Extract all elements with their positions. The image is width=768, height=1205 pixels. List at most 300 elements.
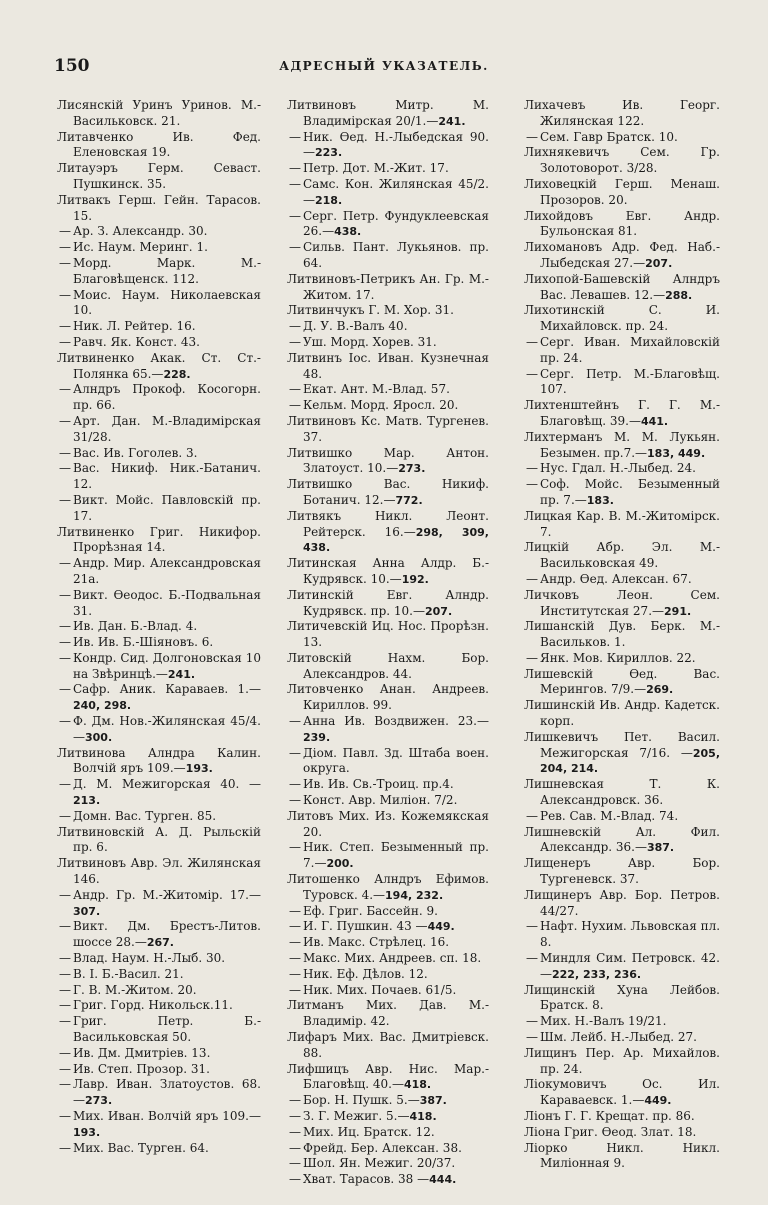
entry-text: Литманъ Мих. Дав. М.-Владимір. 42.: [287, 998, 489, 1029]
ditto-dash: —: [289, 840, 301, 855]
entry-text: Литинскій Евг. Алндр. Кудрявск. пр. 10.—: [287, 587, 489, 618]
directory-subentry: [287, 130, 489, 162]
directory-subentry: [57, 588, 261, 620]
ditto-dash: —: [526, 1014, 538, 1029]
directory-entry: [524, 619, 720, 651]
ditto-dash: —: [289, 1093, 301, 1108]
ditto-dash: —: [289, 319, 301, 334]
entry-reference-numbers: 387.: [419, 1094, 447, 1108]
entry-reference-numbers: 449.: [644, 1094, 672, 1108]
entry-text: Лихомановъ Адр. Фед. Наб.-Лыбедская 27.—: [524, 240, 720, 270]
ditto-dash: —: [289, 714, 301, 729]
directory-subentry: [287, 1093, 489, 1109]
entry-text: Литауэръ Герм. Севаст. Пушкинск. 35.: [57, 161, 261, 191]
directory-subentry: [57, 967, 261, 983]
entry-text: Андр. Мир. Александровская 21а.: [73, 556, 261, 586]
directory-subentry: [57, 809, 261, 825]
entry-text: Уш. Морд. Хорев. 31.: [303, 334, 437, 349]
directory-subentry: [287, 335, 489, 351]
directory-subentry: [57, 777, 261, 809]
directory-entry: [287, 1062, 489, 1094]
entry-reference-numbers: 387.: [646, 841, 675, 855]
directory-subentry: [524, 367, 720, 399]
entry-text: Литошенко Алндръ Ефимов. Туровск. 4.—: [287, 872, 489, 902]
directory-entry: [287, 509, 489, 556]
directory-subentry: [57, 446, 261, 462]
entry-text: Литвиновъ Кс. Матв. Тургенев. 37.: [287, 413, 489, 444]
directory-entry: [524, 983, 720, 1015]
ditto-dash: —: [526, 919, 538, 934]
directory-subentry: [57, 335, 261, 351]
ditto-dash: —: [289, 966, 301, 981]
entry-text: Д. М. Межигорская 40. —: [73, 777, 261, 792]
directory-entry: [57, 746, 261, 778]
entry-reference-numbers: 288.: [665, 288, 693, 302]
entry-text: Сем. Гавр Братск. 10.: [540, 129, 678, 144]
entry-reference-numbers: 207.: [645, 256, 673, 270]
entry-text: Литвинъ Іос. Иван. Кузнечная 48.: [287, 350, 489, 381]
directory-subentry: [287, 904, 489, 920]
directory-entry: [57, 525, 261, 557]
entry-reference-numbers: 240, 298.: [73, 699, 132, 713]
ditto-dash: —: [59, 240, 71, 255]
entry-text: Лихотинскій С. И. Михайловск. пр. 24.: [524, 303, 720, 334]
entry-text: Ник. Өед. Н.-Лыбедская 90.—: [303, 129, 489, 160]
directory-entry: [287, 998, 489, 1030]
ditto-dash: —: [59, 382, 71, 397]
entry-reference-numbers: 444.: [429, 1173, 457, 1187]
entry-reference-numbers: 239.: [303, 730, 331, 744]
ditto-dash: —: [59, 224, 71, 239]
page-number: 150: [54, 56, 90, 76]
directory-entry: [287, 588, 489, 620]
directory-entry: [524, 777, 720, 809]
directory-entry: [524, 98, 720, 130]
entry-reference-numbers: 193.: [73, 1125, 101, 1139]
entry-text: Ник. Мих. Почаев. 61/5.: [303, 982, 457, 997]
directory-subentry: [287, 382, 489, 398]
ditto-dash: —: [59, 334, 71, 349]
ditto-dash: —: [526, 334, 538, 349]
entry-text: Ив. Ив. Св.-Троиц. пр.4.: [303, 777, 454, 792]
directory-subentry: [57, 493, 261, 525]
directory-subentry: [524, 919, 720, 951]
directory-entry: [524, 825, 720, 857]
ditto-dash: —: [59, 1109, 71, 1123]
ditto-dash: —: [289, 1124, 301, 1139]
ditto-dash: —: [289, 745, 301, 760]
entry-text: Лишевскій Өед. Вас. Мерингов. 7/9.—: [524, 666, 720, 697]
ditto-dash: —: [59, 492, 71, 507]
directory-subentry: [287, 919, 489, 935]
entry-reference-numbers: 207.: [425, 604, 453, 618]
directory-entry: [524, 888, 720, 920]
directory-subentry: [57, 382, 261, 414]
ditto-dash: —: [289, 208, 301, 223]
entry-text: Фрейд. Бер. Алексан. 38.: [303, 1140, 462, 1155]
directory-subentry: [524, 809, 720, 825]
entry-text: Еф. Григ. Бассейн. 9.: [303, 903, 438, 918]
directory-entry: [524, 272, 720, 304]
ditto-dash: —: [59, 1014, 71, 1029]
entry-text: Ив. Степ. Прозор. 31.: [73, 1061, 210, 1076]
directory-subentry: [287, 1125, 489, 1141]
directory-subentry: [57, 919, 261, 951]
page-header: [0, 56, 768, 80]
entry-reference-numbers: 418.: [403, 1078, 432, 1092]
directory-subentry: [57, 888, 261, 920]
entry-text: Ив. Макс. Стрѣлец. 16.: [303, 935, 450, 950]
entry-text: Ник. Еф. Дѣлов. 12.: [303, 966, 428, 981]
ditto-dash: —: [289, 176, 301, 191]
column-2: [287, 98, 489, 1188]
directory-entry: [287, 556, 489, 588]
directory-subentry: [287, 1141, 489, 1157]
directory-subentry: [57, 682, 261, 714]
entry-text: Мих. Н.-Валъ 19/21.: [540, 1014, 667, 1029]
entry-reference-numbers: 438.: [334, 225, 362, 239]
entry-reference-numbers: 267.: [146, 936, 174, 950]
directory-entry: [524, 856, 720, 888]
entry-text: Литинская Анна Алдр. Б.-Кудрявск. 10.—: [287, 556, 489, 586]
directory-subentry: [524, 651, 720, 667]
ditto-dash: —: [59, 587, 71, 602]
ditto-dash: —: [59, 461, 71, 476]
entry-reference-numbers: 218.: [315, 193, 343, 207]
directory-subentry: [57, 1077, 261, 1109]
entry-text: Лифаръ Мих. Вас. Дмитріевск. 88.: [287, 1030, 489, 1060]
entry-text: Діом. Павл. Зд. Штаба воен. округа.: [303, 745, 489, 776]
directory-subentry: [57, 635, 261, 651]
directory-subentry: [287, 161, 489, 177]
directory-entry: [524, 240, 720, 272]
entry-reference-numbers: 307.: [73, 904, 101, 918]
entry-text: Лищинскій Хуна Лейбов. Братск. 8.: [524, 982, 720, 1013]
directory-subentry: [57, 651, 261, 683]
entry-reference-numbers: 418.: [409, 1110, 437, 1123]
entry-text: Мих. Иц. Братск. 12.: [303, 1124, 435, 1139]
entry-text: Литвишко Мар. Антон. Златоуст. 10.—: [287, 445, 489, 476]
entry-text: Алндръ Прокоф. Косогорн. пр. 66.: [73, 382, 261, 413]
entry-text: Викт. Өеодос. Б.-Подвальная 31.: [73, 587, 261, 618]
entry-text: Нафт. Нухим. Львовская пл. 8.: [540, 919, 721, 950]
entry-text: Кельм. Морд. Яросл. 20.: [303, 398, 459, 413]
entry-text: Лавр. Иван. Златоустов. 68.—: [73, 1077, 261, 1108]
entry-text: З. Г. Межиг. 5.—: [303, 1109, 410, 1123]
entry-text: Ив. Ив. Б.-Шіяновъ. 6.: [73, 635, 214, 650]
directory-entry: [287, 446, 489, 478]
ditto-dash: —: [59, 682, 71, 697]
entry-text: Домн. Вас. Турген. 85.: [73, 808, 217, 823]
entry-text: Личковъ Леон. Сем. Институтская 27.—: [524, 587, 720, 618]
entry-text: Мих. Вас. Турген. 64.: [73, 1140, 209, 1155]
entry-text: Янк. Мов. Кириллов. 22.: [540, 650, 696, 665]
ditto-dash: —: [526, 951, 538, 966]
entry-text: Ліорко Никл. Никл. Миліонная 9.: [524, 1140, 720, 1171]
entry-text: Морд. Марк. М.-Благовѣщенск. 112.: [73, 255, 261, 286]
ditto-dash: —: [526, 650, 538, 665]
entry-text: Лиховецкій Герш. Менаш. Прозоров. 20.: [524, 176, 720, 207]
directory-entry: [524, 730, 720, 777]
ditto-dash: —: [289, 398, 301, 413]
entry-text: Макс. Мих. Андреев. сп. 18.: [303, 951, 482, 966]
ditto-dash: —: [526, 129, 538, 144]
directory-entry: [524, 509, 720, 541]
directory-entry: [287, 809, 489, 841]
entry-text: Вас. Никиф. Ник.-Батанич. 12.: [73, 461, 261, 492]
entry-text: Лицкій Абр. Эл. М.-Васильковская 49.: [524, 540, 720, 571]
entry-text: И. Г. Пушкин. 43 —: [303, 919, 428, 934]
directory-entry: [524, 398, 720, 430]
entry-reference-numbers: 222, 233, 236.: [552, 967, 642, 981]
directory-subentry: [524, 951, 720, 983]
entry-text: Литвякъ Никл. Леонт. Рейтерск. 16.—: [287, 508, 489, 539]
directory-subentry: [57, 983, 261, 999]
ditto-dash: —: [526, 571, 538, 586]
entry-reference-numbers: 291.: [664, 604, 692, 618]
entry-text: Лицкая Кар. В. М.-Житомірск. 7.: [524, 508, 720, 539]
directory-entry: [524, 430, 720, 462]
entry-reference-numbers: 205, 204, 214.: [540, 746, 720, 776]
entry-reference-numbers: 241.: [167, 667, 196, 681]
entry-text: Литвиненко Акак. Ст. Ст.-Полянка 65.—: [57, 350, 261, 381]
entry-text: Ф. Дм. Нов.-Жилянская 45/4.—: [73, 714, 261, 744]
entry-reference-numbers: 200.: [326, 857, 354, 871]
entry-text: Рев. Сав. М.-Влад. 74.: [540, 808, 679, 823]
entry-text: Сафр. Аник. Караваев. 1.—: [73, 682, 261, 697]
entry-text: Ник. Л. Рейтер. 16.: [73, 319, 196, 334]
ditto-dash: —: [59, 982, 71, 997]
entry-text: Ліонъ Г. Г. Крещат. пр. 86.: [524, 1109, 695, 1123]
ditto-dash: —: [526, 461, 538, 476]
directory-subentry: [524, 572, 720, 588]
directory-subentry: [57, 256, 261, 288]
directory-subentry: [287, 1109, 489, 1125]
directory-entry: [287, 351, 489, 383]
entry-text: Лихойдовъ Евг. Андр. Бульонская 81.: [524, 208, 720, 239]
entry-text: Лихтенштейнъ Г. Г. М.-Благовѣщ. 39.—: [524, 398, 720, 428]
directory-entry: [57, 130, 261, 162]
entry-text: Андр. Өед. Алексан. 67.: [540, 571, 692, 586]
ditto-dash: —: [59, 998, 71, 1013]
entry-text: Серг. Петр. Фундуклеевская 26.—: [303, 208, 489, 239]
directory-entry: [524, 1125, 720, 1141]
directory-subentry: [524, 477, 720, 509]
entry-text: Соф. Мойс. Безыменный пр. 7.—: [540, 477, 720, 507]
directory-subentry: [287, 967, 489, 983]
entry-text: Лихнякевичъ Сем. Гр. Золотоворот. 3/28.: [524, 145, 720, 176]
entry-text: Литовченко Анан. Андреев. Кириллов. 99.: [287, 682, 489, 713]
directory-subentry: [287, 935, 489, 951]
entry-text: Ив. Дан. Б.-Влад. 4.: [73, 619, 198, 634]
entry-text: Викт. Мойс. Павловскій пр. 17.: [73, 492, 261, 523]
ditto-dash: —: [289, 793, 301, 808]
entry-reference-numbers: 192.: [401, 572, 429, 586]
ditto-dash: —: [59, 619, 71, 634]
directory-subentry: [524, 335, 720, 367]
entry-text: Серг. Иван. Михайловскій пр. 24.: [540, 334, 720, 365]
entry-reference-numbers: 449.: [427, 920, 455, 934]
directory-subentry: [57, 1046, 261, 1062]
ditto-dash: —: [59, 556, 71, 571]
entry-text: Лишинскій Ив. Андр. Кадетск. корп.: [524, 698, 720, 729]
ditto-dash: —: [289, 1109, 301, 1123]
entry-text: Шол. Ян. Межиг. 20/37.: [303, 1156, 456, 1171]
entry-text: Шм. Лейб. Н.-Лыбед. 27.: [540, 1030, 697, 1045]
entry-reference-numbers: 269.: [646, 683, 674, 697]
directory-entry: [287, 303, 489, 319]
entry-text: Серг. Петр. М.-Благовѣщ. 107.: [540, 366, 720, 397]
ditto-dash: —: [59, 650, 71, 665]
ditto-dash: —: [59, 714, 71, 729]
entry-text: Лищинеръ Авр. Бор. Петров. 44/27.: [524, 887, 720, 918]
directory-subentry: [57, 461, 261, 493]
ditto-dash: —: [289, 240, 301, 255]
directory-entry: [57, 825, 261, 857]
directory-subentry: [287, 240, 489, 272]
entry-reference-numbers: 273.: [398, 462, 426, 476]
ditto-dash: —: [289, 935, 301, 950]
ditto-dash: —: [289, 1172, 301, 1187]
entry-text: Лихопой-Башевскій Алндръ Вас. Левашев. 12.—: [524, 271, 720, 302]
ditto-dash: —: [59, 808, 71, 823]
directory-subentry: [287, 793, 489, 809]
ditto-dash: —: [289, 382, 301, 397]
directory-subentry: [287, 983, 489, 999]
entry-text: Литвиненко Григ. Никифор. Прорѣзная 14.: [57, 524, 261, 555]
directory-entry: [57, 193, 261, 225]
entry-text: Кондр. Сид. Долгоновская 10 на Звѣринцѣ.—: [73, 650, 261, 681]
entry-text: Литвиновскій А. Д. Рыльскій пр. 6.: [57, 824, 261, 855]
ditto-dash: —: [59, 1061, 71, 1076]
directory-entry: [524, 209, 720, 241]
directory-entry: [287, 619, 489, 651]
entry-text: Д. У. В.-Валъ 40.: [303, 319, 408, 334]
entry-text: Литвинова Алндра Калин. Волчій яръ 109.—: [57, 745, 261, 776]
entry-text: Ліокумовичъ Ос. Ил. Караваевск. 1.—: [524, 1077, 720, 1108]
entry-reference-numbers: 213.: [73, 794, 101, 808]
ditto-dash: —: [59, 1045, 71, 1060]
directory-subentry: [287, 746, 489, 778]
ditto-dash: —: [59, 287, 71, 302]
directory-subentry: [287, 398, 489, 414]
ditto-dash: —: [289, 161, 301, 176]
directory-entry: [524, 1046, 720, 1078]
entry-text: Литвишко Вас. Никиф. Ботанич. 12.—: [287, 477, 489, 507]
ditto-dash: —: [59, 635, 71, 650]
ditto-dash: —: [289, 951, 301, 966]
entry-text: Моис. Наум. Николаевская 10.: [73, 287, 261, 318]
ditto-dash: —: [526, 366, 538, 381]
directory-subentry: [57, 319, 261, 335]
directory-subentry: [287, 714, 489, 746]
entry-text: Литвинчукъ Г. М. Хор. 31.: [287, 303, 454, 318]
entry-text: Вас. Ив. Гоголев. 3.: [73, 445, 198, 460]
entry-text: В. І. Б.-Васил. 21.: [73, 966, 184, 981]
entry-text: Анна Ив. Воздвижен. 23.—: [303, 714, 489, 729]
entry-text: Г. В. М.-Житом. 20.: [73, 982, 197, 997]
column-1: [57, 98, 261, 1156]
directory-entry: [287, 651, 489, 683]
ditto-dash: —: [59, 319, 71, 334]
running-title: АДРЕСНЫЙ УКАЗАТЕЛЬ.: [279, 59, 489, 73]
directory-columns: [57, 98, 721, 1187]
entry-reference-numbers: 223.: [315, 146, 343, 160]
directory-entry: [57, 856, 261, 888]
directory-entry: [524, 698, 720, 730]
directory-entry: [57, 161, 261, 193]
directory-subentry: [524, 461, 720, 477]
directory-entry: [524, 303, 720, 335]
directory-subentry: [57, 1141, 261, 1157]
directory-subentry: [57, 556, 261, 588]
entry-text: Ар. З. Александр. 30.: [73, 224, 208, 239]
entry-text: Лишневскій Ал. Фил. Александр. 36.—: [524, 824, 720, 855]
entry-reference-numbers: 241.: [438, 114, 466, 128]
entry-text: Ив. Дм. Дмитріев. 13.: [73, 1045, 211, 1060]
ditto-dash: —: [59, 255, 71, 270]
directory-subentry: [57, 619, 261, 635]
entry-text: Литовъ Мих. Из. Кожемякская 20.: [287, 808, 489, 839]
entry-text: Лищенеръ Авр. Бор. Тургеневск. 37.: [524, 856, 720, 887]
entry-text: Равч. Як. Конст. 43.: [73, 334, 200, 349]
entry-text: Бор. Н. Пушк. 5.—: [303, 1093, 420, 1108]
entry-text: Сильв. Пант. Лукьянов. пр. 64.: [303, 240, 489, 270]
entry-reference-numbers: 183, 449.: [647, 446, 706, 460]
ditto-dash: —: [289, 129, 301, 144]
entry-text: Лихтерманъ М. М. Лукьян. Безымен. пр.7.—: [524, 429, 720, 460]
entry-text: Григ. Петр. Б.-Васильковская 50.: [73, 1014, 261, 1045]
entry-text: Литовскій Нахм. Бор. Александров. 44.: [287, 650, 489, 681]
entry-reference-numbers: 183.: [586, 493, 614, 507]
ditto-dash: —: [526, 808, 538, 823]
directory-entry: [524, 1077, 720, 1109]
directory-subentry: [57, 1014, 261, 1046]
directory-subentry: [57, 224, 261, 240]
directory-entry: [287, 98, 489, 130]
directory-subentry: [524, 1030, 720, 1046]
entry-text: Лифшицъ Авр. Нис. Мар.-Благовѣщ. 40.—: [287, 1061, 489, 1092]
entry-text: Ник. Степ. Безыменный пр. 7.—: [303, 840, 489, 871]
entry-text: Лищинъ Пер. Ар. Михайлов. пр. 24.: [524, 1045, 720, 1076]
directory-entry: [287, 414, 489, 446]
entry-text: Самс. Кон. Жилянская 45/2.—: [303, 176, 489, 207]
directory-entry: [524, 1141, 720, 1173]
ditto-dash: —: [526, 1030, 538, 1045]
ditto-dash: —: [59, 1077, 71, 1092]
column-3: [524, 98, 720, 1172]
directory-subentry: [287, 177, 489, 209]
entry-text: Ис. Наум. Меринг. 1.: [73, 240, 208, 255]
ditto-dash: —: [289, 982, 301, 997]
ditto-dash: —: [289, 1156, 301, 1171]
directory-entry: [287, 1030, 489, 1062]
directory-entry: [287, 872, 489, 904]
ditto-dash: —: [59, 413, 71, 428]
directory-entry: [524, 177, 720, 209]
directory-subentry: [57, 288, 261, 320]
directory-entry: [524, 667, 720, 699]
ditto-dash: —: [289, 334, 301, 349]
entry-text: Мих. Иван. Волчій яръ 109.—: [73, 1109, 261, 1123]
directory-subentry: [287, 1172, 489, 1188]
directory-subentry: [57, 240, 261, 256]
directory-subentry: [287, 1156, 489, 1172]
directory-subentry: [287, 951, 489, 967]
entry-text: Конст. Авр. Миліон. 7/2.: [303, 793, 458, 808]
ditto-dash: —: [289, 919, 301, 934]
ditto-dash: —: [59, 777, 71, 792]
